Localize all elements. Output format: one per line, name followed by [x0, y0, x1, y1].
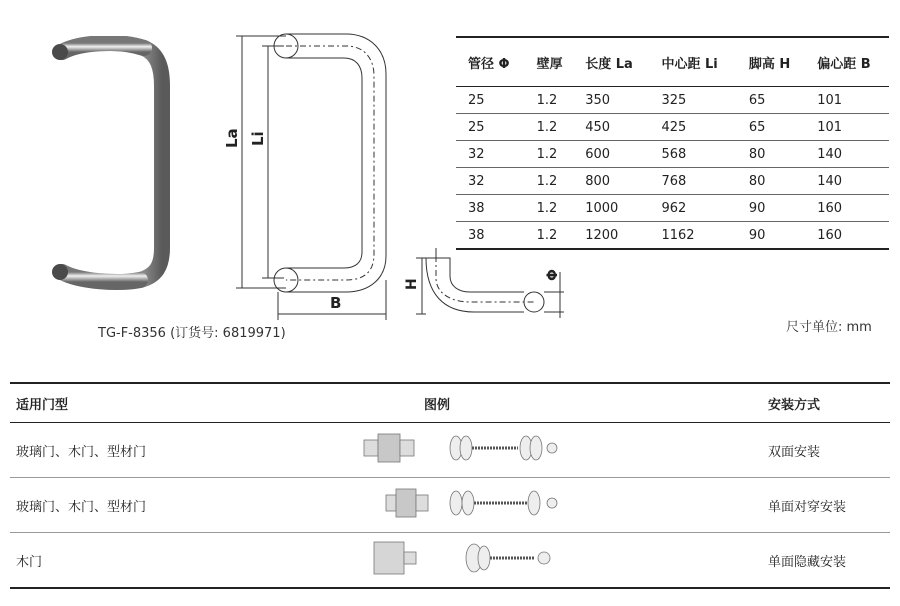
double-side-mount-illustration: [362, 428, 562, 468]
dim-label-phi: Φ: [544, 269, 561, 281]
through-mount-illustration: [362, 483, 562, 523]
table-cell: 65: [737, 87, 805, 114]
install-header-row: [10, 383, 890, 423]
table-cell: 80: [737, 168, 805, 195]
illustration-cell: [362, 533, 764, 589]
handle-photo: [40, 36, 180, 296]
table-cell: 800: [573, 168, 649, 195]
side-view-drawing: [404, 248, 574, 322]
table-cell: 450: [573, 114, 649, 141]
header-offset: 偏心距 B: [805, 37, 889, 87]
table-cell: 101: [805, 114, 889, 141]
table-cell: 1.2: [525, 222, 574, 250]
door-type-cell: 玻璃门、木门、型材门: [10, 423, 362, 478]
table-cell: 1200: [573, 222, 649, 250]
dim-label-h: H: [404, 278, 420, 290]
install-method-cell: 单面隐藏安装: [764, 533, 890, 589]
table-cell: 1.2: [525, 87, 574, 114]
spec-header-row: [456, 37, 889, 87]
table-cell: 568: [649, 141, 736, 168]
table-cell: 140: [805, 168, 889, 195]
table-cell: 101: [805, 87, 889, 114]
header-foot-height: 脚高 H: [737, 37, 805, 87]
table-cell: 1.2: [525, 141, 574, 168]
table-row: [456, 222, 889, 250]
table-cell: 65: [737, 114, 805, 141]
front-view-drawing: [226, 30, 401, 320]
spec-table: [456, 36, 889, 250]
table-cell: 32: [456, 141, 525, 168]
product-caption: TG-F-8356 (订货号: 6819971): [98, 326, 286, 341]
dim-label-li: Li: [249, 131, 267, 146]
install-method-cell: 单面对穿安装: [764, 478, 890, 533]
header-center-distance: 中心距 Li: [649, 37, 736, 87]
install-table: [10, 382, 890, 589]
table-cell: 768: [649, 168, 736, 195]
table-cell: 600: [573, 141, 649, 168]
table-cell: 1.2: [525, 114, 574, 141]
table-cell: 25: [456, 114, 525, 141]
table-cell: 1000: [573, 195, 649, 222]
door-type-cell: 木门: [10, 533, 362, 589]
table-cell: 350: [573, 87, 649, 114]
illustration-cell: [362, 423, 764, 478]
header-install-method: 安装方式: [764, 383, 890, 423]
header-door-type: 适用门型: [10, 383, 362, 423]
install-method-cell: 双面安装: [764, 423, 890, 478]
table-cell: 32: [456, 168, 525, 195]
table-row: [456, 87, 889, 114]
unit-note: 尺寸单位: mm: [786, 320, 872, 335]
table-row: [456, 168, 889, 195]
table-cell: 962: [649, 195, 736, 222]
table-cell: 90: [737, 195, 805, 222]
header-illustration: 图例: [362, 383, 764, 423]
illustration-cell: [362, 478, 764, 533]
concealed-mount-illustration: [362, 538, 562, 578]
table-cell: 160: [805, 222, 889, 250]
table-cell: 25: [456, 87, 525, 114]
dim-label-b: B: [330, 294, 342, 312]
table-cell: 1.2: [525, 195, 574, 222]
table-cell: 425: [649, 114, 736, 141]
table-cell: 38: [456, 195, 525, 222]
table-cell: 80: [737, 141, 805, 168]
table-row: [456, 195, 889, 222]
table-cell: 140: [805, 141, 889, 168]
table-cell: 38: [456, 222, 525, 250]
dim-label-la: La: [223, 128, 241, 148]
table-row: [10, 533, 890, 589]
table-cell: 90: [737, 222, 805, 250]
table-row: [456, 141, 889, 168]
header-wall-thickness: 壁厚: [525, 37, 574, 87]
header-length: 长度 La: [573, 37, 649, 87]
table-cell: 1.2: [525, 168, 574, 195]
door-type-cell: 玻璃门、木门、型材门: [10, 478, 362, 533]
table-cell: 325: [649, 87, 736, 114]
table-cell: 160: [805, 195, 889, 222]
table-row: [456, 114, 889, 141]
table-row: [10, 423, 890, 478]
header-tube-diameter: 管径 Φ: [456, 37, 525, 87]
table-row: [10, 478, 890, 533]
table-cell: 1162: [649, 222, 736, 250]
